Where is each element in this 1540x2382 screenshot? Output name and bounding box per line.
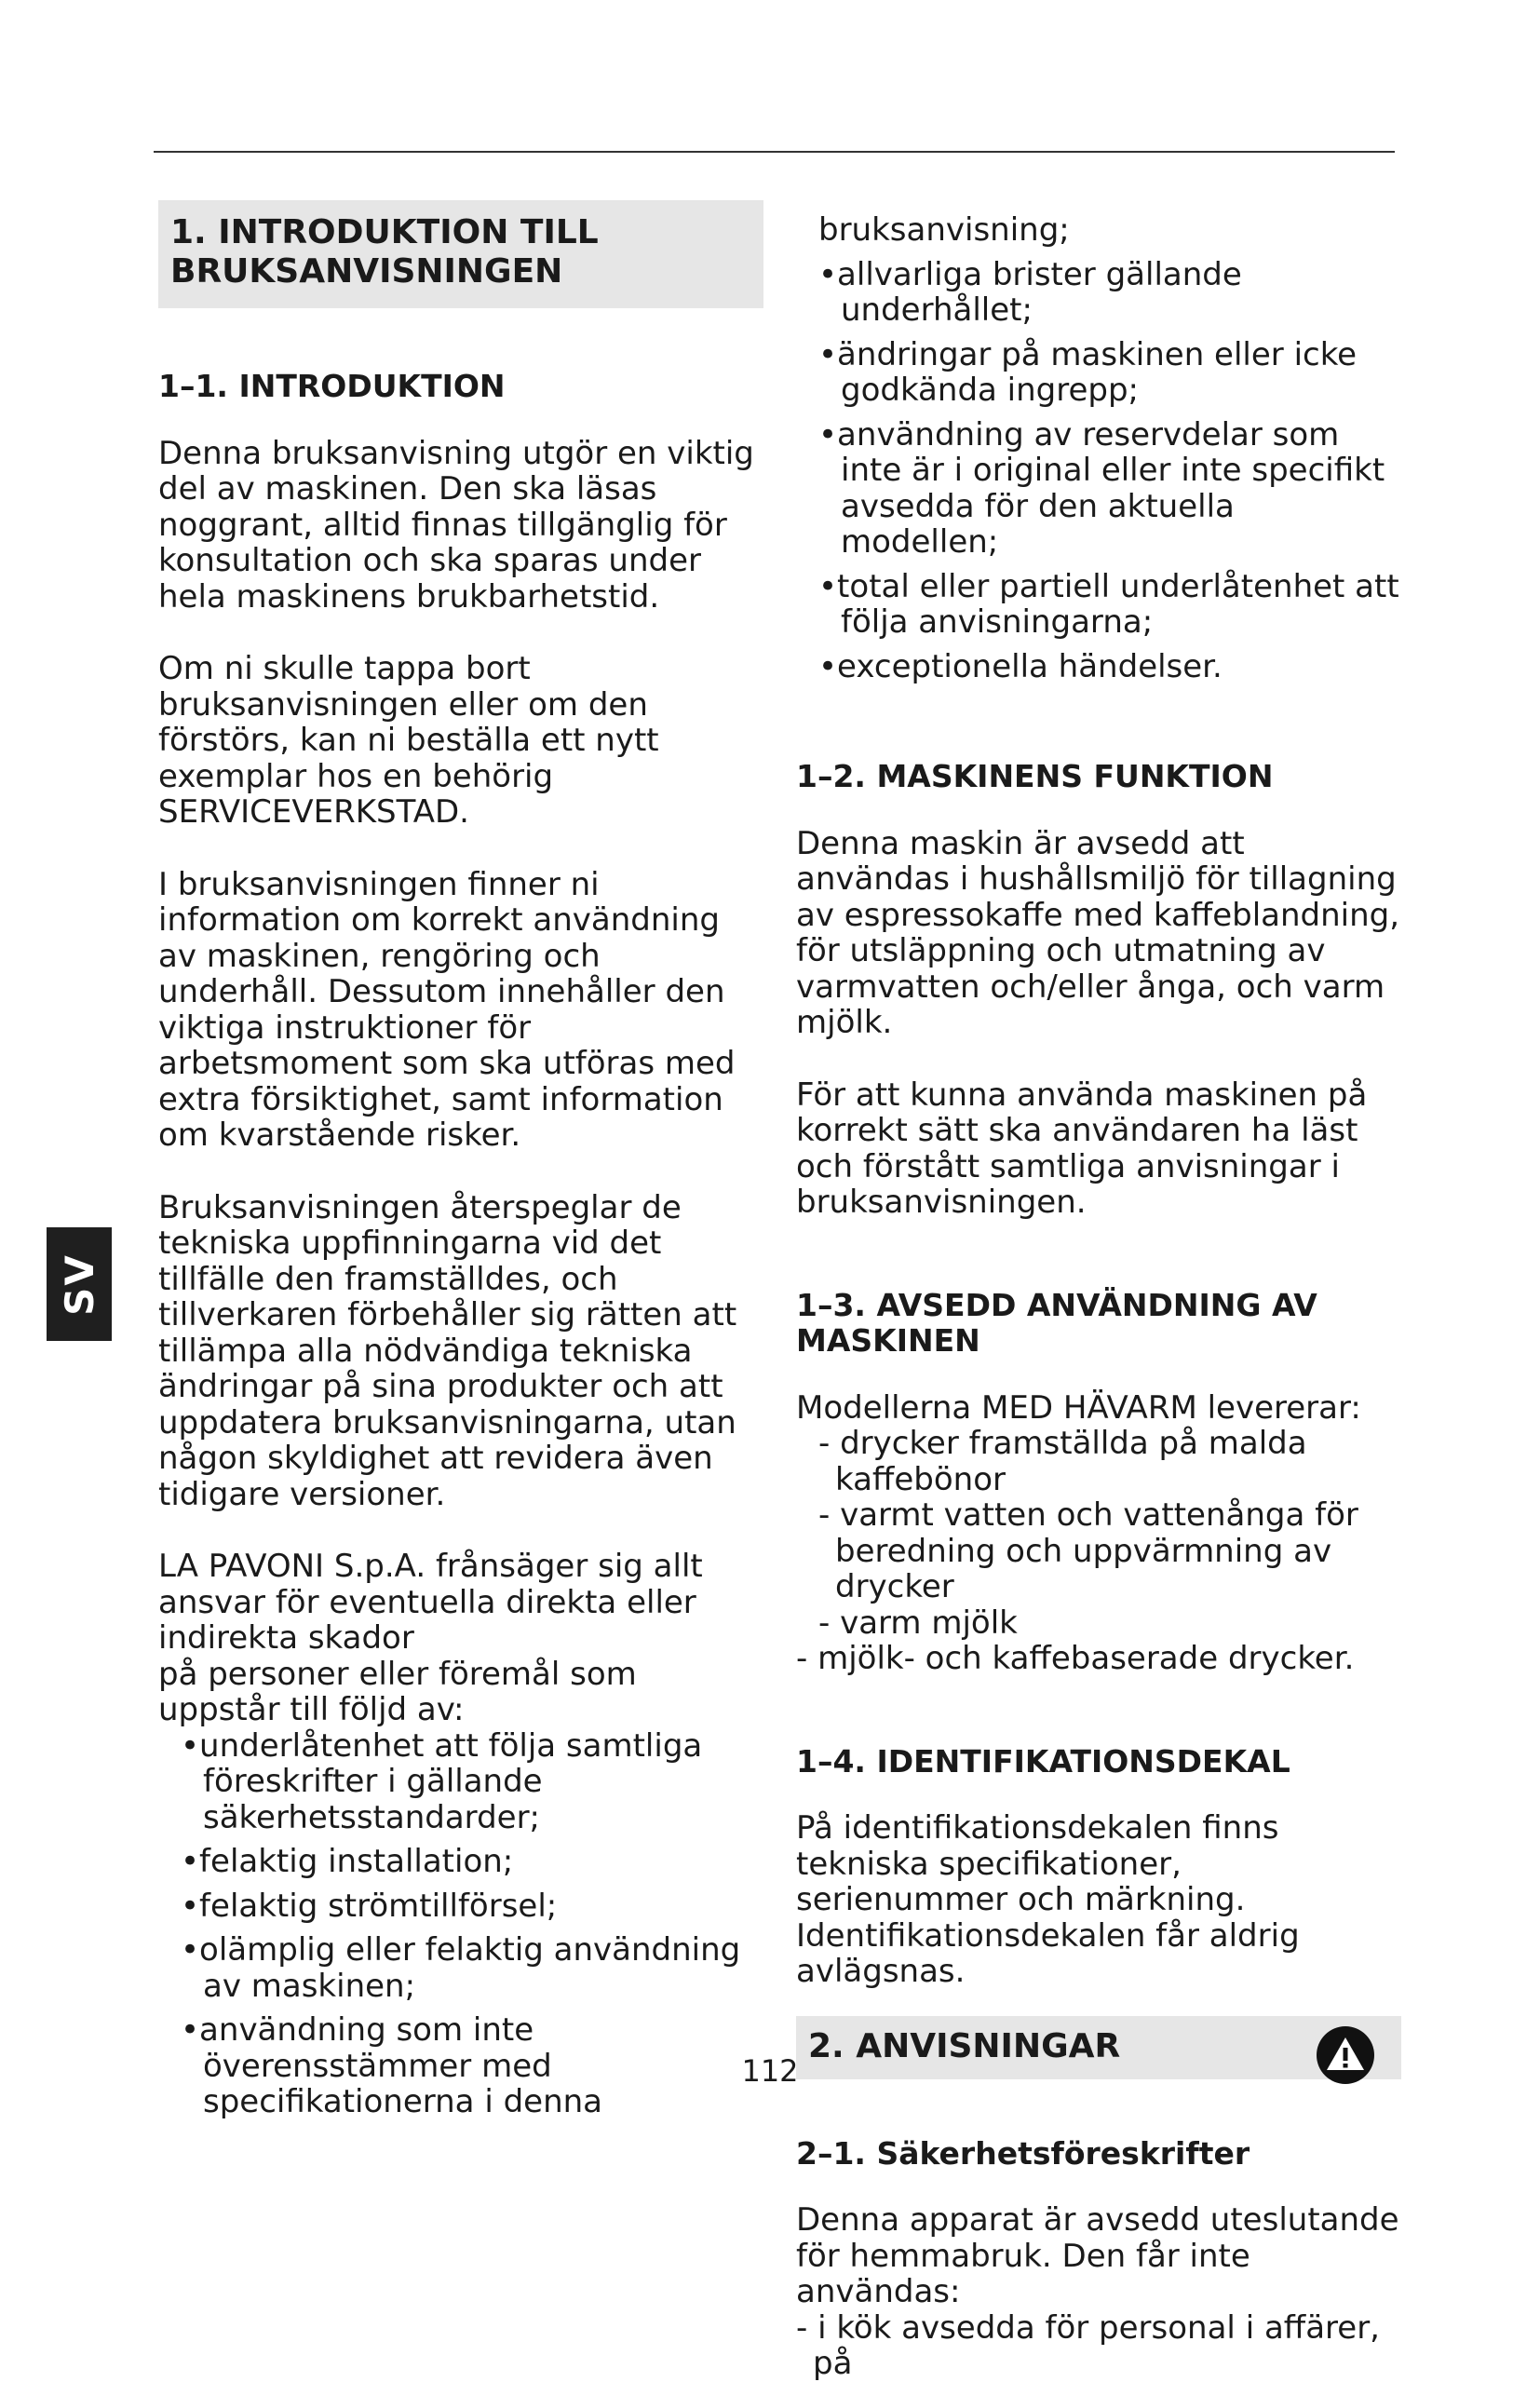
use-item: - varmt vatten och vattenånga för beredning och uppvärmning av drycker [818, 1496, 1358, 1605]
paragraph-5: LA PAVONI S.p.A. frånsäger sig allt ansvar för eventuella direkta eller indirekta skador [158, 1548, 703, 1657]
list-item: •felaktig strömtillförsel; [181, 1887, 558, 1925]
safety-heading: 2–1. Säkerhetsföreskrifter [796, 2134, 1250, 2172]
left-column [158, 200, 763, 2129]
language-code: SV [56, 1252, 102, 1316]
section-1-title: 1. INTRODUKTION TILL BRUKSANVISNINGEN [158, 200, 763, 308]
safety-item: - i kök avsedda för personal i affärer, på [796, 2308, 1380, 2382]
list-item: •olämplig eller felaktig användning av maskinen; [181, 1931, 741, 2005]
language-tab [47, 1227, 112, 1341]
paragraph-3: I bruksanvisningen finner ni information om korrekt användning av maskinen, rengöring och underhåll. Dessutom innehåller den viktiga instruktioner för arbetsmoment som ska utföras med extra försiktighet, samt information om kvarstående risker. [158, 865, 736, 1154]
list-item: •exceptionella händelser. [818, 647, 1223, 685]
list-item: •användning av reservdelar som inte är i original eller inte specifikt avsedda för den aktuella modellen; [818, 415, 1385, 561]
page-number: 112 [741, 2053, 799, 2089]
use-intro: Modellerna MED HÄVARM levererar: [796, 1388, 1361, 1427]
safety-paragraph: Denna apparat är avsedd uteslutande för hemmabruk. Den får inte användas: [796, 2201, 1399, 2310]
function-heading: 1–2. MASKINENS FUNKTION [796, 758, 1274, 794]
use-heading: 1–3. AVSEDD ANVÄNDNING AV MASKINEN [796, 1286, 1317, 1359]
list-item: •felaktig installation; [181, 1843, 514, 1880]
list-item: •underlåtenhet att följa samtliga föreskrifter i gällande säkerhetsstandarder; [181, 1726, 703, 1836]
paragraph-2: Om ni skulle tappa bort bruksanvisningen eller om den förstörs, kan ni beställa ett nytt exemplar hos en behörig SERVICEVERKSTAD. [158, 650, 659, 831]
label-heading: 1–4. IDENTIFIKATIONSDEKAL [796, 1742, 1290, 1780]
list-item: •ändringar på maskinen eller icke godkända ingrepp; [818, 335, 1358, 409]
section-2-title: 2. ANVISNINGAR [808, 2026, 1121, 2065]
use-item: - drycker framställda på malda kaffebönor [818, 1425, 1307, 1498]
list-item: •användning som inte överensstämmer med specifikationerna i denna [181, 2011, 603, 2120]
list-item: •total eller partiell underlåtenhet att följa anvisningarna; [818, 567, 1399, 641]
paragraph-1: Denna bruksanvisning utgör en viktig del av maskinen. Den ska läsas noggrant, alltid finnas tillgänglig för konsultation och ska sparas under hela maskinens brukbarhetstid. [158, 434, 754, 616]
use-item: - varm mjölk [818, 1604, 1018, 1642]
function-paragraph-2: För att kunna använda maskinen på korrekt sätt ska användaren ha läst och förstått samtliga anvisningar i bruksanvisningen. [796, 1076, 1368, 1221]
function-paragraph-1: Denna maskin är avsedd att användas i hushållsmiljö för tillagning av espressokaffe med kaffeblandning, för utsläppning och utmatning av varmvatten och/eller ånga, och varm mjölk. [796, 824, 1400, 1041]
top-rule [154, 151, 1395, 153]
paragraph-6: på personer eller föremål som uppstår till följd av: [158, 1655, 637, 1728]
intro-heading: 1–1. INTRODUKTION [158, 368, 506, 404]
continuation-text: bruksanvisning; [818, 211, 1070, 249]
paragraph-4: Bruksanvisningen återspeglar de tekniska uppfinningarna vid det tillfälle den framställdes, och tillverkaren förbehåller sig rätten att tillämpa alla nödvändiga tekniska ändringar på sina produkter och att uppdatera bruksanvisningarna, utan någon skyldighet att revidera även tidigare versioner. [158, 1188, 737, 1513]
list-item: •allvarliga brister gällande underhållet; [818, 255, 1242, 329]
label-paragraph: På identifikationsdekalen finns tekniska specifikationer, serienummer och märkning. Identifikationsdekalen får aldrig avlägsnas. [796, 1809, 1300, 1990]
liability-list-continued [796, 257, 1401, 685]
use-item-last: - mjölk- och kaffebaserade drycker. [796, 1640, 1355, 1677]
